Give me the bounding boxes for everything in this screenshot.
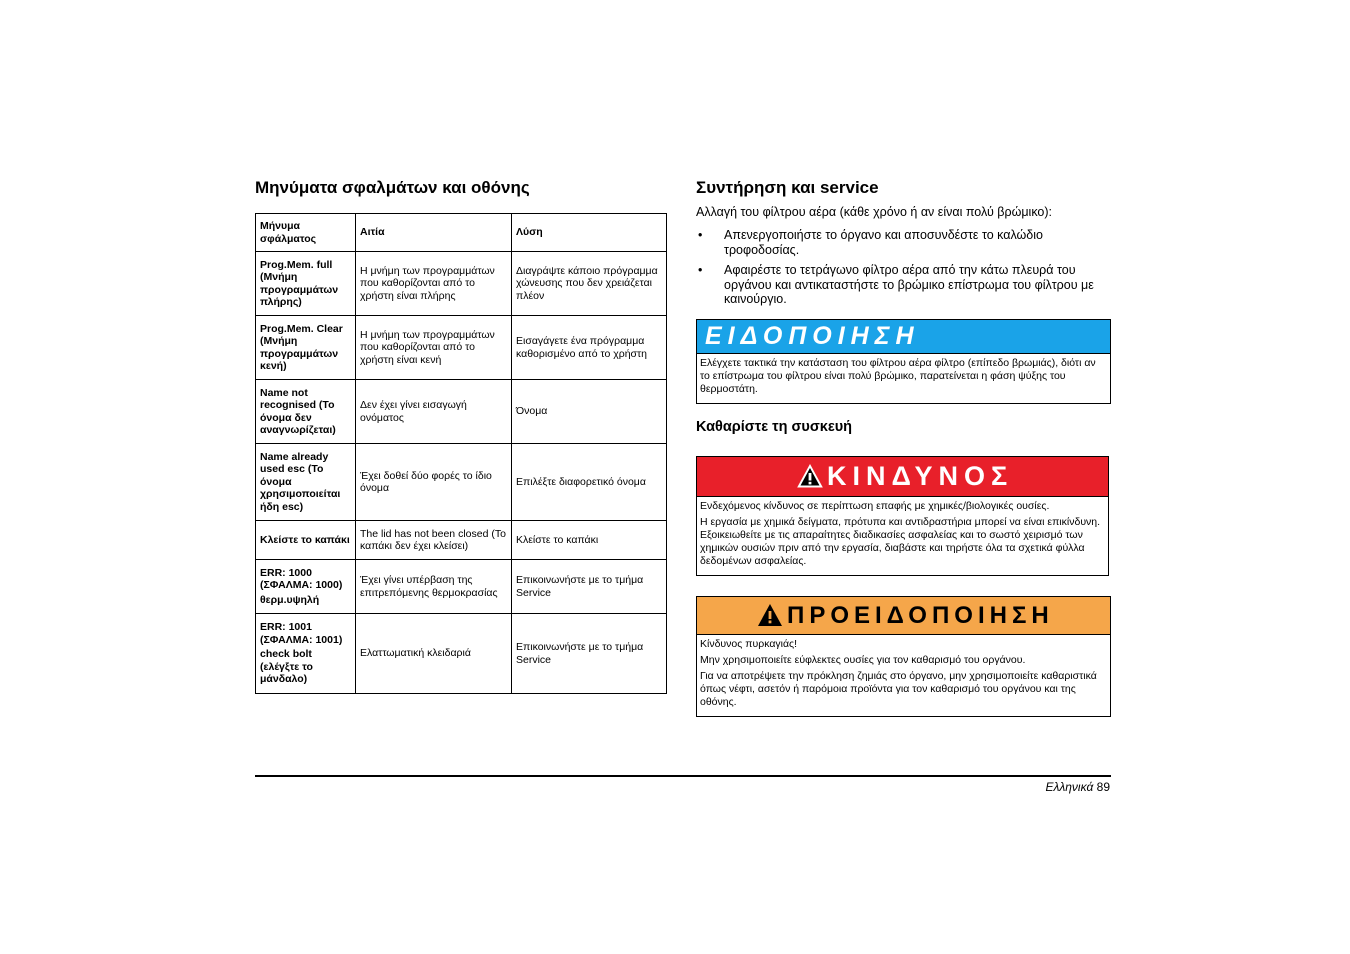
- notice-box: [696, 319, 1111, 404]
- table-row: [256, 521, 667, 560]
- table-row: [256, 614, 667, 694]
- row-solution: Επικοινωνήστε με το τμήμα Service: [512, 614, 667, 694]
- table-row: [256, 380, 667, 444]
- table-row: [256, 560, 667, 614]
- bullet-icon: •: [698, 228, 703, 242]
- error-messages-title: Μηνύματα σφαλμάτων και οθόνης: [255, 178, 530, 197]
- list-item: [696, 263, 1111, 307]
- warning-triangle-icon: [757, 603, 783, 627]
- notice-body: [697, 354, 1110, 403]
- clean-device-title: Καθαρίστε τη συσκευή: [696, 418, 853, 435]
- notice-text: Ελέγχετε τακτικά την κατάσταση του φίλτρου αέρα φίλτρο (επίπεδο βρωμιάς), διότι αν το επίστρωμα του φίλτρου είναι πολύ βρώμικο, παρατείνεται η φάση ψύξης του θερμοστάτη.: [700, 356, 1096, 395]
- warning-box: [696, 596, 1111, 717]
- maintenance-title: Συντήρηση και service: [696, 178, 879, 197]
- row-message: Name not recognised (Το όνομα δεν αναγνωρίζεται): [256, 380, 356, 444]
- row-solution: Επιλέξτε διαφορετικό όνομα: [512, 444, 667, 521]
- warning-text: Μην χρησιμοποιείτε εύφλεκτες ουσίες για τον καθαρισμό του οργάνου.: [700, 653, 1026, 666]
- row-solution: Επικοινωνήστε με το τμήμα Service: [512, 560, 667, 614]
- row-cause: The lid has not been closed (Το καπάκι δεν έχει κλείσει): [356, 521, 512, 560]
- footer-language: Ελληνικά: [1045, 780, 1094, 794]
- page-footer: [1045, 780, 1110, 794]
- step-text: Απενεργοποιήστε το όργανο και αποσυνδέστε το καλώδιο τροφοδοσίας.: [724, 228, 1043, 257]
- table-row: [256, 252, 667, 316]
- warning-body: [697, 635, 1110, 716]
- warning-text: Για να αποτρέψετε την πρόκληση ζημιάς στο όργανο, μην χρησιμοποιείτε καθαριστικά όπως νέφτι, ασετόν ή παρόμοια προϊόντα για τον καθαρισμό του οργάνου και της οθόνης.: [700, 669, 1097, 708]
- notice-heading: ΕΙΔΟΠΟΙΗΣΗ: [697, 320, 1110, 354]
- bullet-icon: •: [698, 263, 703, 277]
- row-solution: Εισαγάγετε ένα πρόγραμμα καθορισμένο από το χρήστη: [512, 316, 667, 380]
- list-item: [696, 228, 1111, 257]
- row-solution: Κλείστε το καπάκι: [512, 521, 667, 560]
- row-cause: Η μνήμη των προγραμμάτων που καθορίζονται από το χρήστη είναι πλήρης: [356, 252, 512, 316]
- right-column: [696, 176, 1111, 717]
- danger-body: [697, 497, 1108, 575]
- row-solution: Όνομα: [512, 380, 667, 444]
- row-message: Name already used esc (Το όνομα χρησιμοποιείται ήδη esc): [256, 444, 356, 521]
- warning-heading: ΠΡΟΕΙΔΟΠΟΙΗΣΗ: [787, 601, 1054, 629]
- table-header-row: [256, 214, 667, 252]
- warning-triangle-icon: [797, 464, 823, 488]
- danger-box: [696, 456, 1109, 576]
- table-row: [256, 444, 667, 521]
- row-solution: Διαγράψτε κάποιο πρόγραμμα χώνευσης που δεν χρειάζεται πλέον: [512, 252, 667, 316]
- warning-text: Κίνδυνος πυρκαγιάς!: [700, 637, 798, 650]
- page-number: 89: [1096, 780, 1110, 794]
- left-column: [255, 176, 667, 694]
- row-message-cell: [256, 560, 356, 614]
- header-cause: Αιτία: [356, 214, 512, 252]
- row-cause: Η μνήμη των προγραμμάτων που καθορίζονται από το χρήστη είναι κενή: [356, 316, 512, 380]
- row-message: Prog.Mem. Clear (Μνήμη προγραμμάτων κενή): [256, 316, 356, 380]
- row-message-sub: θερμ.υψηλή: [260, 593, 320, 606]
- row-message-sub: check bolt (ελέγξτε το μάνδαλο): [260, 648, 313, 686]
- row-message: ERR: 1001 (ΣΦΑΛΜΑ: 1001): [260, 621, 343, 646]
- row-cause: Έχει δοθεί δύο φορές το ίδιο όνομα: [356, 444, 512, 521]
- header-message: Μήνυμα σφάλματος: [256, 214, 356, 252]
- row-message: Prog.Mem. full (Μνήμη προγραμμάτων πλήρης): [256, 252, 356, 316]
- row-message-cell: [256, 614, 356, 694]
- row-message: Κλείστε το καπάκι: [256, 521, 356, 560]
- row-cause: Ελαττωματική κλειδαριά: [356, 614, 512, 694]
- warning-heading-bar: [697, 597, 1110, 635]
- row-cause: Δεν έχει γίνει εισαγωγή ονόματος: [356, 380, 512, 444]
- danger-heading-bar: [697, 457, 1108, 497]
- danger-heading: ΚΙΝΔΥΝΟΣ: [827, 460, 1014, 491]
- step-text: Αφαιρέστε το τετράγωνο φίλτρο αέρα από την κάτω πλευρά του οργάνου και αντικαταστήστε το βρώμικο επίστρωμα του φίλτρου με καινούργιο.: [724, 263, 1094, 306]
- maintenance-steps: [696, 228, 1111, 307]
- row-cause: Έχει γίνει υπέρβαση της επιτρεπόμενης θερμοκρασίας: [356, 560, 512, 614]
- footer-rule: [255, 775, 1111, 777]
- error-messages-table: [255, 213, 667, 694]
- row-message: ERR: 1000 (ΣΦΑΛΜΑ: 1000): [260, 566, 343, 592]
- danger-text: Η εργασία με χημικά δείγματα, πρότυπα και αντιδραστήρια μπορεί να είναι επικίνδυνη. Εξοικειωθείτε με τις απαραίτητες διαδικασίες ασφαλείας και το σωστό χειρισμό των χημικών ουσιών πριν από την εργασία, διαβάστε και τηρήστε όλα τα σχετικά φύλλα δεδομένων ασφαλείας.: [700, 515, 1101, 567]
- header-solution: Λύση: [512, 214, 667, 252]
- danger-text: Ενδεχόμενος κίνδυνος σε περίπτωση επαφής με χημικές/βιολογικές ουσίες.: [700, 499, 1050, 512]
- table-row: [256, 316, 667, 380]
- filter-intro: Αλλαγή του φίλτρου αέρα (κάθε χρόνο ή αν είναι πολύ βρώμικο):: [696, 205, 1052, 219]
